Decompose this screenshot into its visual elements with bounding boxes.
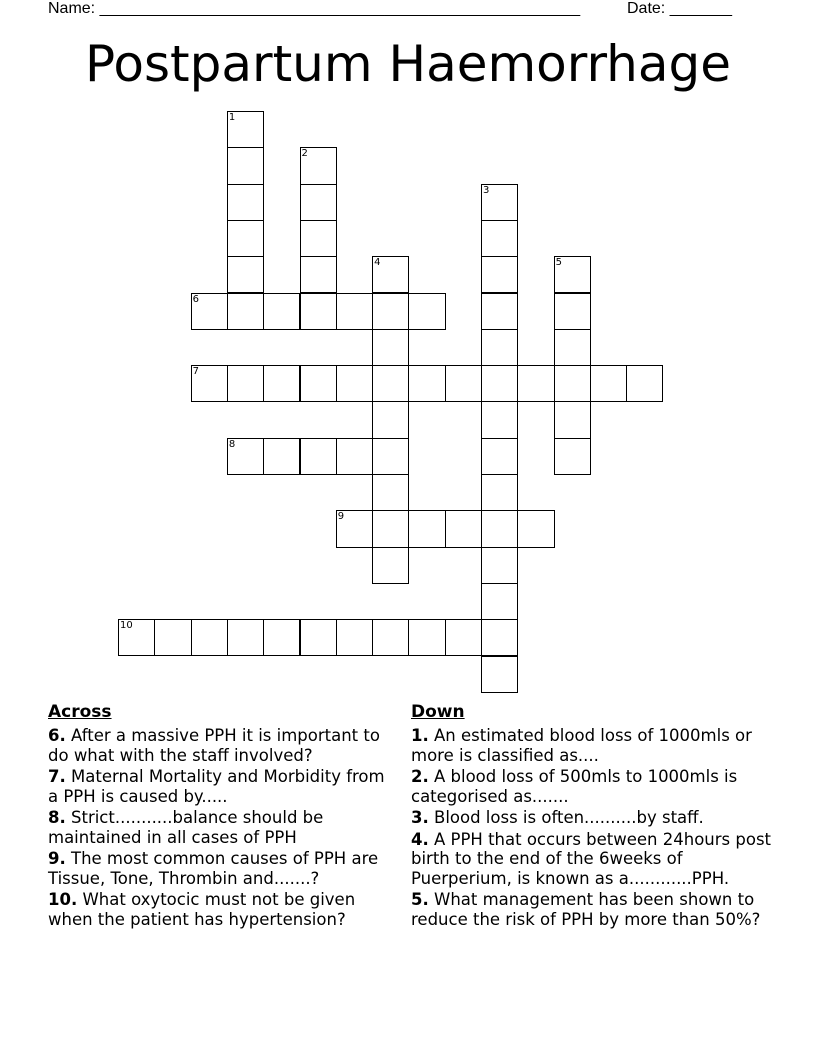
crossword-cell[interactable] — [227, 184, 264, 221]
clue-text: An estimated blood loss of 1000mls or more is classified as.... — [411, 726, 752, 765]
crossword-cell[interactable] — [408, 619, 445, 656]
crossword-cell[interactable] — [372, 365, 409, 402]
crossword-cell[interactable] — [481, 365, 518, 402]
clue-number-label: 8 — [228, 438, 236, 450]
clue-number-label: 10 — [120, 620, 133, 632]
crossword-cell[interactable] — [554, 401, 591, 438]
crossword-cell[interactable] — [372, 438, 409, 475]
clue-number: 10. — [48, 890, 78, 909]
crossword-cell[interactable] — [517, 510, 554, 547]
clue-across-7 — [48, 767, 388, 806]
crossword-cell[interactable] — [481, 220, 518, 257]
crossword-cell[interactable] — [227, 111, 264, 148]
clue-number-label: 4 — [374, 257, 381, 269]
crossword-cell[interactable] — [481, 510, 518, 547]
crossword-cell[interactable] — [227, 220, 264, 257]
clue-text: The most common causes of PPH are Tissue, Tone, Thrombin and.......? — [48, 849, 379, 888]
crossword-cell[interactable] — [300, 438, 337, 475]
crossword-cell[interactable] — [118, 619, 155, 656]
crossword-cell[interactable] — [481, 656, 518, 693]
clue-down-1 — [411, 726, 776, 765]
crossword-cell[interactable] — [481, 184, 518, 221]
down-heading: Down — [411, 702, 465, 722]
crossword-cell[interactable] — [191, 619, 228, 656]
name-field: Name: ______________________________________________________ — [48, 0, 581, 17]
crossword-cell[interactable] — [372, 474, 409, 511]
clue-number-label: 3 — [483, 184, 490, 196]
crossword-cell[interactable] — [227, 256, 264, 293]
crossword-cell[interactable] — [300, 365, 337, 402]
clue-number: 7. — [48, 767, 66, 786]
clue-number-label: 9 — [337, 511, 345, 523]
clue-text: Strict...........balance should be maintained in all cases of PPH — [48, 808, 324, 847]
clue-number: 9. — [48, 849, 66, 868]
crossword-cell[interactable] — [481, 293, 518, 330]
crossword-cell[interactable] — [408, 510, 445, 547]
crossword-cell[interactable] — [445, 619, 482, 656]
clue-number-label: 6 — [192, 293, 199, 305]
clue-text: A blood loss of 500mls to 1000mls is categorised as....... — [411, 767, 738, 806]
date-field: Date: _______ — [627, 0, 732, 17]
crossword-cell[interactable] — [590, 365, 627, 402]
clue-text: After a massive PPH it is important to do what with the staff involved? — [48, 726, 380, 765]
crossword-cell[interactable] — [336, 365, 373, 402]
crossword-cell[interactable] — [372, 619, 409, 656]
crossword-cell[interactable] — [227, 365, 264, 402]
clue-down-5 — [411, 890, 776, 929]
crossword-cell[interactable] — [336, 510, 373, 547]
crossword-cell[interactable] — [191, 293, 228, 330]
crossword-cell[interactable] — [481, 438, 518, 475]
crossword-cell[interactable] — [481, 256, 518, 293]
crossword-cell[interactable] — [481, 401, 518, 438]
crossword-cell[interactable] — [336, 293, 373, 330]
crossword-cell[interactable] — [481, 474, 518, 511]
crossword-cell[interactable] — [554, 438, 591, 475]
crossword-cell[interactable] — [227, 619, 264, 656]
crossword-cell[interactable] — [517, 365, 554, 402]
crossword-cell[interactable] — [481, 329, 518, 366]
clue-across-10 — [48, 890, 388, 929]
crossword-cell[interactable] — [336, 619, 373, 656]
crossword-cell[interactable] — [372, 329, 409, 366]
crossword-cell[interactable] — [227, 438, 264, 475]
crossword-cell[interactable] — [300, 256, 337, 293]
clue-number-label: 2 — [301, 148, 308, 160]
crossword-cell[interactable] — [372, 547, 409, 584]
clue-across-9 — [48, 849, 388, 888]
clue-down-3 — [411, 808, 776, 828]
clue-number: 3. — [411, 808, 429, 827]
page-title: Postpartum Haemorrhage — [85, 35, 731, 93]
crossword-cell[interactable] — [445, 510, 482, 547]
crossword-cell[interactable] — [191, 365, 228, 402]
clue-number-label: 5 — [555, 257, 562, 269]
clue-number: 4. — [411, 829, 429, 849]
crossword-cell[interactable] — [263, 365, 300, 402]
clue-number: 5. — [411, 890, 429, 909]
clue-number-label: 1 — [228, 112, 236, 123]
clue-text: Blood loss is often..........by staff. — [434, 808, 704, 827]
crossword-cell[interactable] — [554, 365, 591, 402]
crossword-cell[interactable] — [481, 547, 518, 584]
crossword-cell[interactable] — [372, 401, 409, 438]
crossword-cell[interactable] — [408, 293, 445, 330]
crossword-cell[interactable] — [300, 220, 337, 257]
crossword-cell[interactable] — [263, 293, 300, 330]
crossword-cell[interactable] — [263, 438, 300, 475]
crossword-cell[interactable] — [445, 365, 482, 402]
crossword-cell[interactable] — [372, 510, 409, 547]
clue-text: What management has been shown to reduce the risk of PPH by more than 50%? — [411, 890, 761, 929]
crossword-cell[interactable] — [300, 293, 337, 330]
crossword-cell[interactable] — [554, 329, 591, 366]
crossword-cell[interactable] — [336, 438, 373, 475]
crossword-cell[interactable] — [300, 147, 337, 184]
across-clues — [48, 702, 388, 931]
crossword-cell[interactable] — [300, 619, 337, 656]
crossword-cell[interactable] — [554, 293, 591, 330]
clue-number: 6. — [48, 726, 66, 745]
clue-number: 1. — [411, 726, 429, 745]
down-clues — [411, 702, 776, 931]
clue-text: What oxytocic must not be given when the patient has hypertension? — [48, 890, 356, 929]
crossword-cell[interactable] — [372, 256, 409, 293]
crossword-cell[interactable] — [154, 619, 191, 656]
crossword-cell[interactable] — [263, 619, 300, 656]
clue-across-6 — [48, 726, 388, 765]
clue-text: A PPH that occurs between 24hours post birth to the end of the 6weeks of Puerperium, is known as a............PPH. — [411, 829, 772, 888]
clue-across-8 — [48, 808, 388, 847]
clue-number-label: 7 — [192, 366, 199, 378]
clue-text: Maternal Mortality and Morbidity from a PPH is caused by..... — [48, 767, 385, 806]
crossword-cell[interactable] — [408, 365, 445, 402]
crossword-cell[interactable] — [481, 583, 518, 620]
clue-number: 8. — [48, 808, 66, 827]
crossword-cell[interactable] — [300, 184, 337, 221]
crossword-cell[interactable] — [372, 293, 409, 330]
clue-down-4 — [411, 830, 776, 889]
crossword-cell[interactable] — [227, 293, 264, 330]
crossword-cell[interactable] — [626, 365, 663, 402]
crossword-cell[interactable] — [554, 256, 591, 293]
crossword-cell[interactable] — [481, 619, 518, 656]
across-heading: Across — [48, 702, 112, 722]
clue-number: 2. — [411, 767, 429, 786]
clue-down-2 — [411, 767, 776, 806]
crossword-cell[interactable] — [227, 147, 264, 184]
